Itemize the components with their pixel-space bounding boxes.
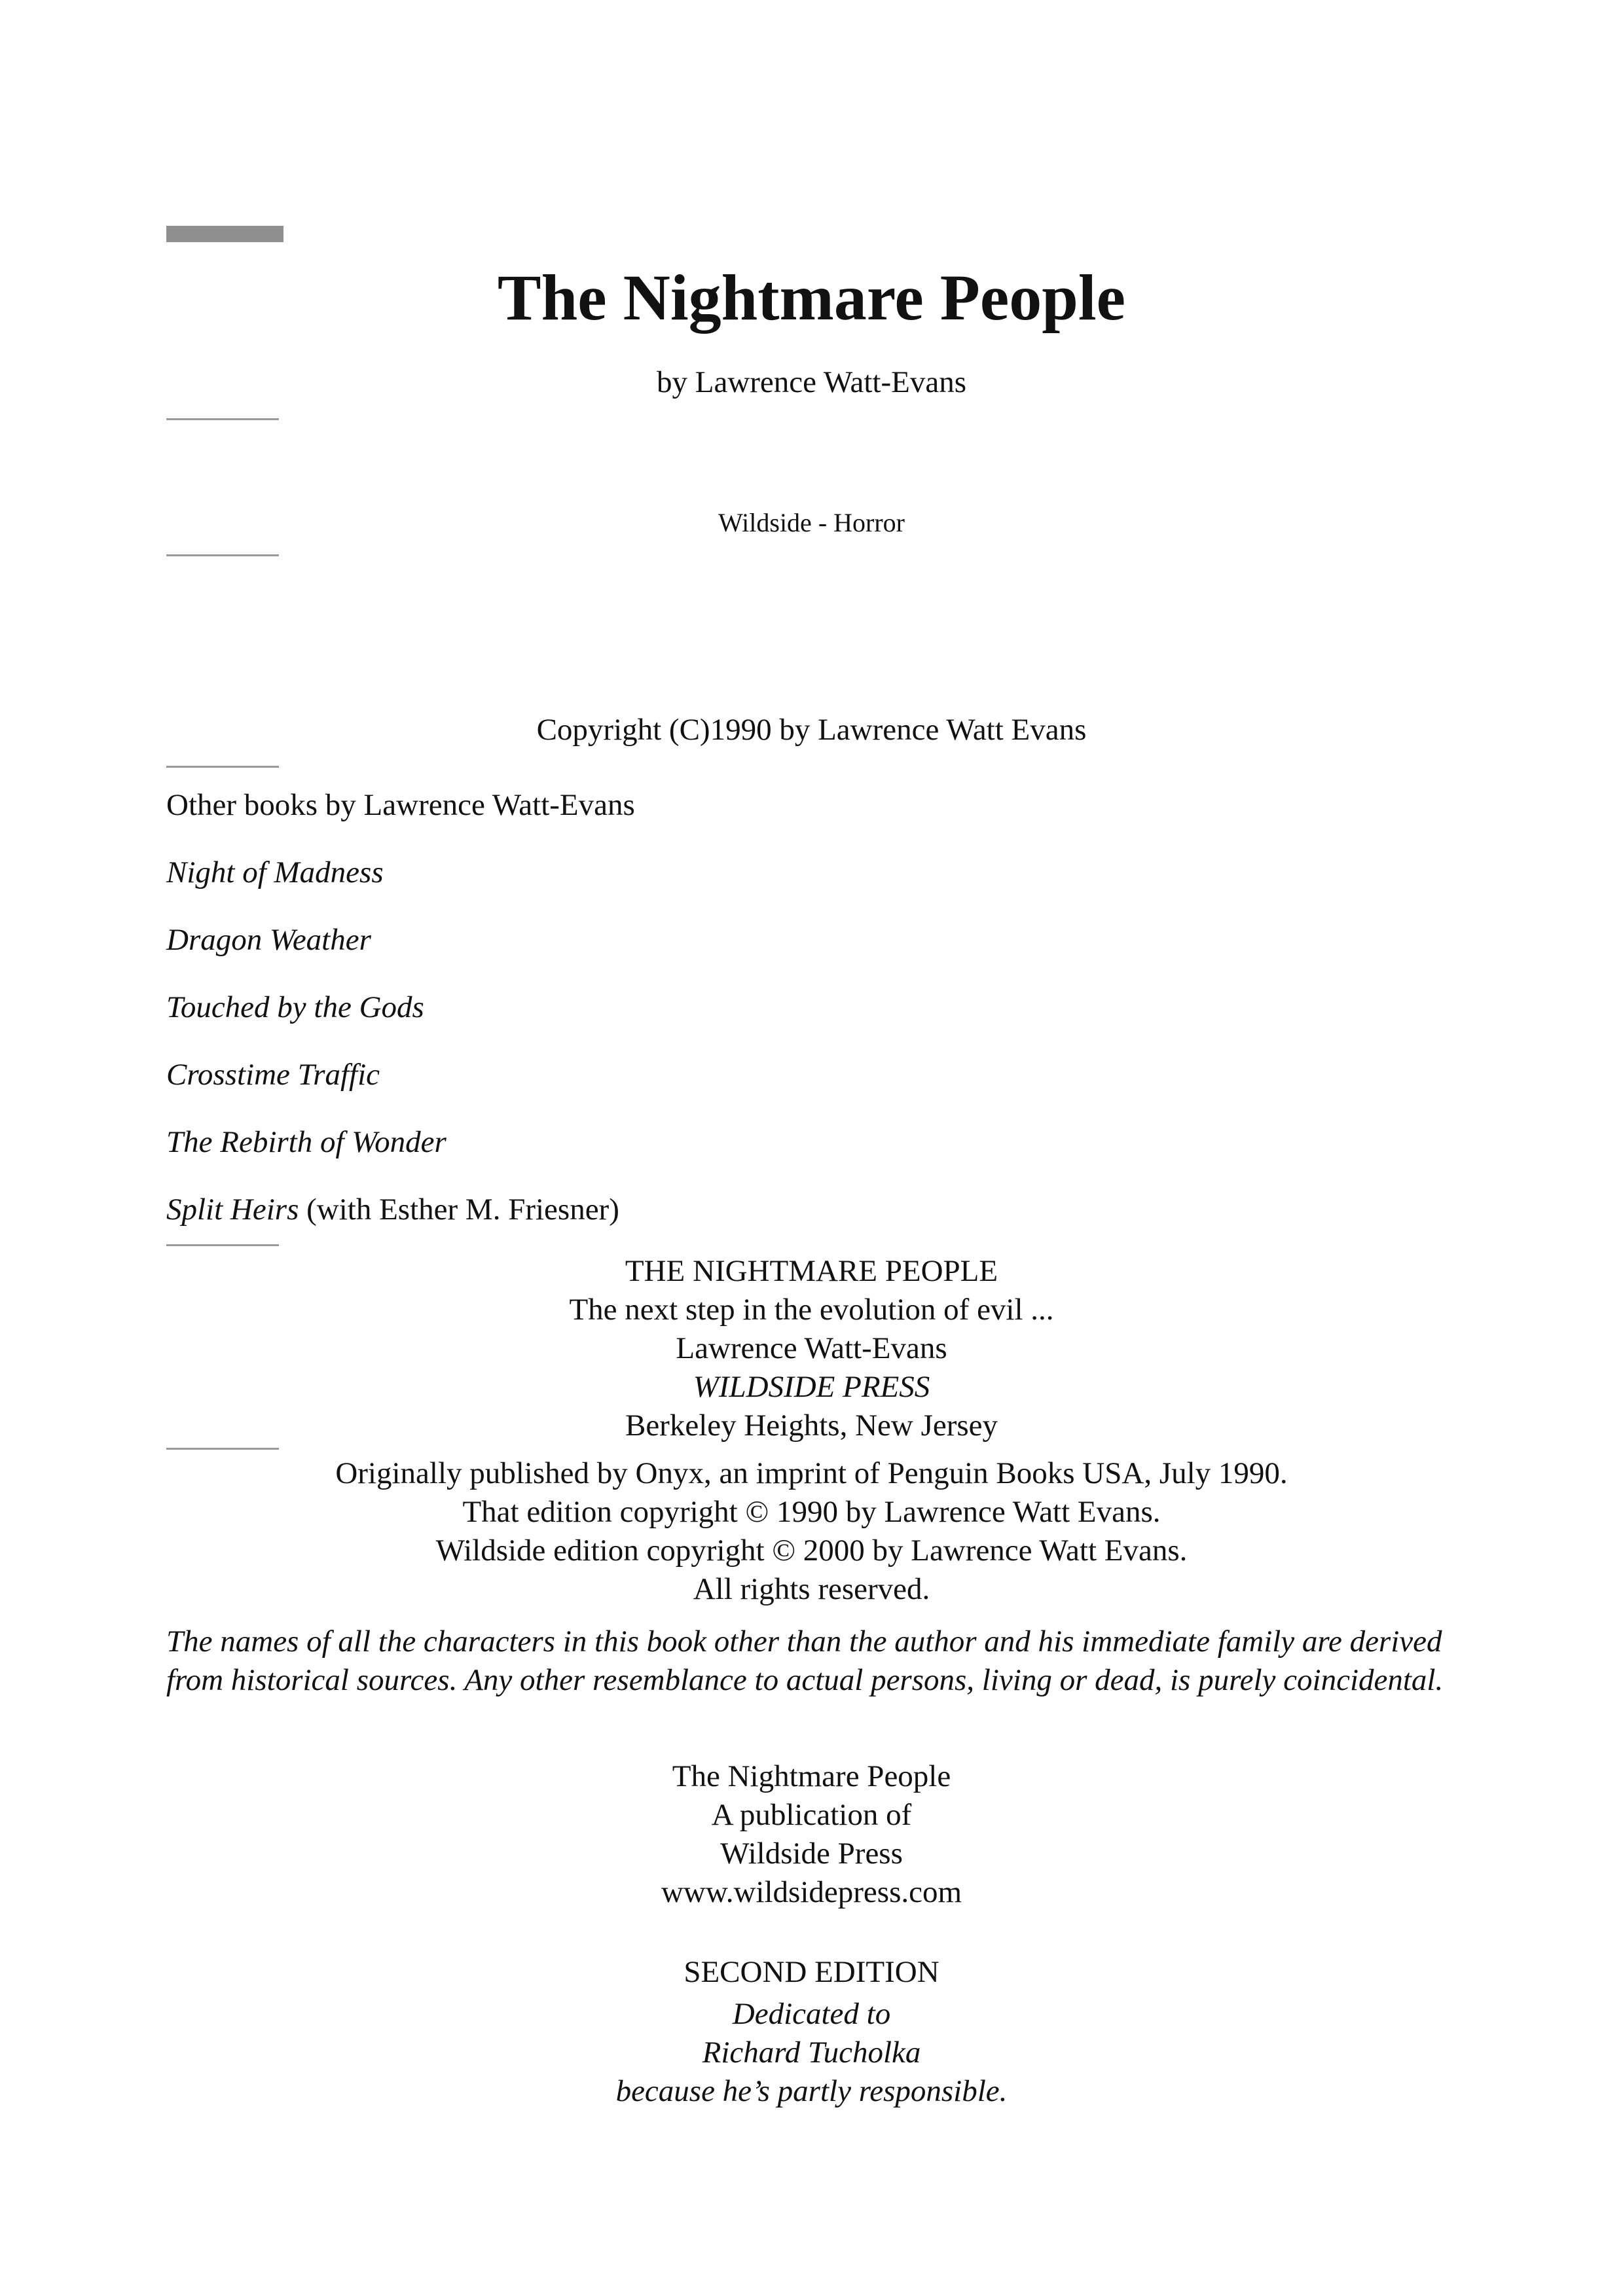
tagline: The next step in the evolution of evil ... xyxy=(569,1293,1054,1327)
book-title-item: Split Heirs xyxy=(166,1193,299,1227)
divider xyxy=(166,554,279,556)
book-title-item-with-note xyxy=(166,1191,619,1228)
title-caps: THE NIGHTMARE PEOPLE xyxy=(625,1254,998,1288)
publisher-location: Berkeley Heights, New Jersey xyxy=(625,1408,998,1443)
colophon-title: The Nightmare People xyxy=(672,1759,951,1793)
divider xyxy=(166,1448,279,1450)
rights-reserved: All rights reserved. xyxy=(693,1572,930,1606)
colophon-publisher: Wildside Press xyxy=(720,1837,903,1871)
book-title-item: The Rebirth of Wonder xyxy=(166,1125,447,1159)
divider xyxy=(166,766,279,768)
other-books-heading: Other books by Lawrence Watt-Evans xyxy=(166,788,635,822)
dedication-name: Richard Tucholka xyxy=(702,2036,921,2070)
title-page-author: Lawrence Watt-Evans xyxy=(676,1331,947,1365)
publication-block xyxy=(0,1454,1623,1609)
publisher-name: WILDSIDE PRESS xyxy=(693,1370,930,1404)
coauthor-note: (with Esther M. Friesner) xyxy=(306,1193,619,1227)
colophon-line: A publication of xyxy=(711,1798,912,1832)
edition-copyright: That edition copyright © 1990 by Lawrence Watt Evans. xyxy=(462,1495,1161,1529)
imprint-line: Wildside - Horror xyxy=(718,508,905,537)
dedication-line: because he’s partly responsible. xyxy=(615,2074,1008,2108)
edition-label: SECOND EDITION xyxy=(684,1955,939,1989)
disclaimer-paragraph: The names of all the characters in this book other than the author and his immediate family are derived from historical sources. Any other resemblance to actual persons, living or dead, is purely coincidental. xyxy=(166,1624,1444,1697)
divider xyxy=(166,418,279,420)
website-link[interactable]: www.wildsidepress.com xyxy=(661,1875,962,1909)
byline: by Lawrence Watt-Evans xyxy=(657,365,966,399)
book-title-item: Crosstime Traffic xyxy=(166,1058,380,1092)
book-title: The Nightmare People xyxy=(497,261,1126,334)
top-decorative-bar xyxy=(166,226,283,242)
colophon-block xyxy=(0,1757,1623,1912)
dedication-line: Dedicated to xyxy=(732,1997,891,2031)
book-title-item: Dragon Weather xyxy=(166,923,371,957)
divider xyxy=(166,1244,279,1246)
dedication-block xyxy=(0,1995,1623,2111)
wildside-copyright: Wildside edition copyright © 2000 by Lawrence Watt Evans. xyxy=(435,1534,1188,1568)
copyright-line: Copyright (C)1990 by Lawrence Watt Evans xyxy=(536,713,1087,747)
book-title-item: Night of Madness xyxy=(166,855,384,889)
original-publication: Originally published by Onyx, an imprint of Penguin Books USA, July 1990. xyxy=(335,1456,1288,1490)
title-page-block xyxy=(0,1252,1623,1445)
book-title-item: Touched by the Gods xyxy=(166,990,424,1024)
